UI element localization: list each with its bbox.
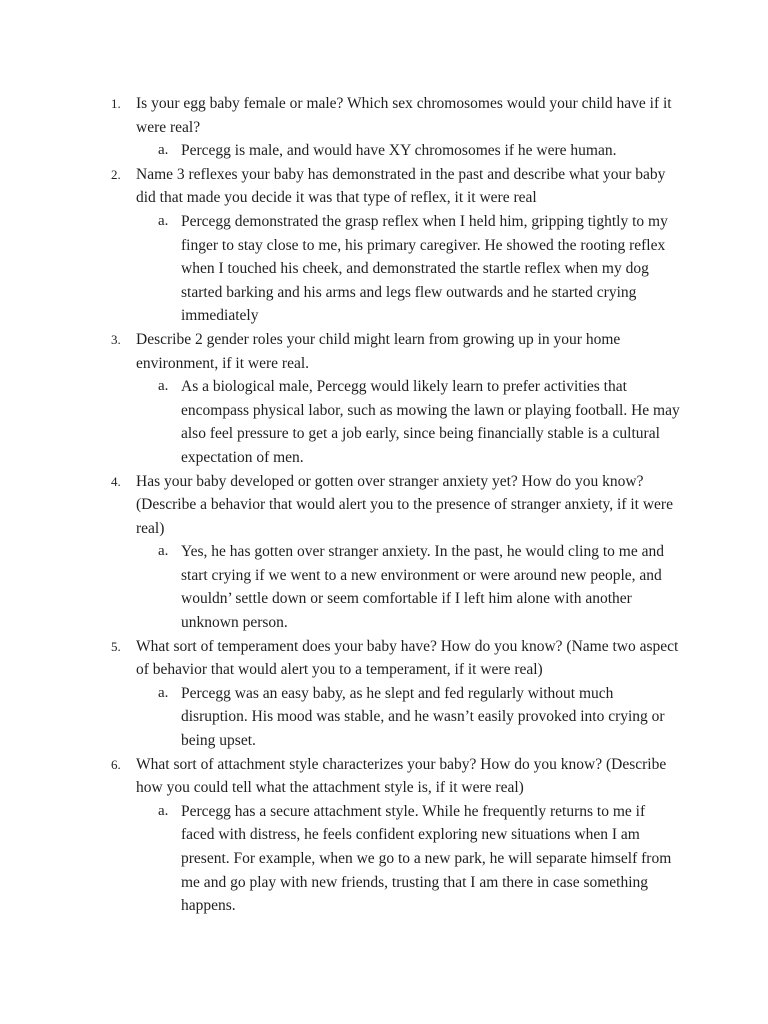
answer-letter: a. xyxy=(158,142,169,159)
answer-4 xyxy=(0,540,768,634)
question-number: 3. xyxy=(111,331,121,347)
question-number: 5. xyxy=(111,638,121,654)
question-text: Describe 2 gender roles your child might learn from growing up in your home environment, if it were real. xyxy=(136,330,621,372)
question-1 xyxy=(0,92,768,139)
question-text: Name 3 reflexes your baby has demonstrated in the past and describe what your baby did that made you decide it was that type of reflex, it it were real xyxy=(136,165,666,207)
answer-1 xyxy=(0,139,768,163)
answer-3 xyxy=(0,375,768,469)
question-6 xyxy=(0,753,768,800)
question-5 xyxy=(0,635,768,682)
answer-letter: a. xyxy=(158,212,169,229)
answer-text: As a biological male, Percegg would likely learn to prefer activities that encompass physical labor, such as mowing the lawn or playing football. He may also feel pressure to get a job early, since being financially stable is a cultural expectation of men. xyxy=(181,378,680,466)
question-number: 2. xyxy=(111,166,121,182)
answer-text: Percegg is male, and would have XY chromosomes if he were human. xyxy=(181,142,617,160)
answer-text: Yes, he has gotten over stranger anxiety. In the past, he would cling to me and start crying if we went to a new environment or were around new people, and wouldn’ settle down or seem comfortable if I left him alone with another unknown person. xyxy=(181,543,664,632)
answer-letter: a. xyxy=(158,684,169,701)
question-text: Is your egg baby female or male? Which sex chromosomes would your child have if it were real? xyxy=(136,95,672,136)
answer-2 xyxy=(0,210,768,328)
question-number: 1. xyxy=(111,96,121,111)
question-text: What sort of attachment style characterizes your baby? How do you know? (Describe how you could tell what the attachment style is, if it were real) xyxy=(136,755,667,797)
answer-6 xyxy=(0,800,768,918)
answer-text: Percegg was an easy baby, as he slept and fed regularly without much disruption. His mood was stable, and he wasn’t easily provoked into crying or being upset. xyxy=(181,684,665,750)
question-number: 4. xyxy=(111,473,121,489)
question-text: Has your baby developed or gotten over stranger anxiety yet? How do you know? (Describe a behavior that would alert you to the presence of stranger anxiety, if it were real) xyxy=(136,472,673,537)
question-text: What sort of temperament does your baby have? How do you know? (Name two aspect of behavior that would alert you to a temperament, if it were real) xyxy=(136,637,679,679)
answer-text: Percegg demonstrated the grasp reflex when I held him, gripping tightly to my finger to stay close to me, his primary caregiver. He showed the rooting reflex when I touched his cheek, and demonstrated the startle reflex when my dog started barking and his arms and legs flew outwards and he started crying immediately xyxy=(181,212,668,325)
question-3 xyxy=(0,328,768,375)
question-number: 6. xyxy=(111,756,121,772)
question-4 xyxy=(0,470,768,541)
answer-5 xyxy=(0,682,768,753)
answer-letter: a. xyxy=(158,543,169,560)
answer-letter: a. xyxy=(158,378,169,395)
answer-letter: a. xyxy=(158,802,169,819)
document-page xyxy=(0,92,768,992)
question-2 xyxy=(0,163,768,210)
answer-text: Percegg has a secure attachment style. While he frequently returns to me if faced with distress, he feels confident exploring new situations when I am present. For example, when we go to a new park, he will separate himself from me and go play with new friends, trusting that I am there in case something happens. xyxy=(181,802,672,915)
